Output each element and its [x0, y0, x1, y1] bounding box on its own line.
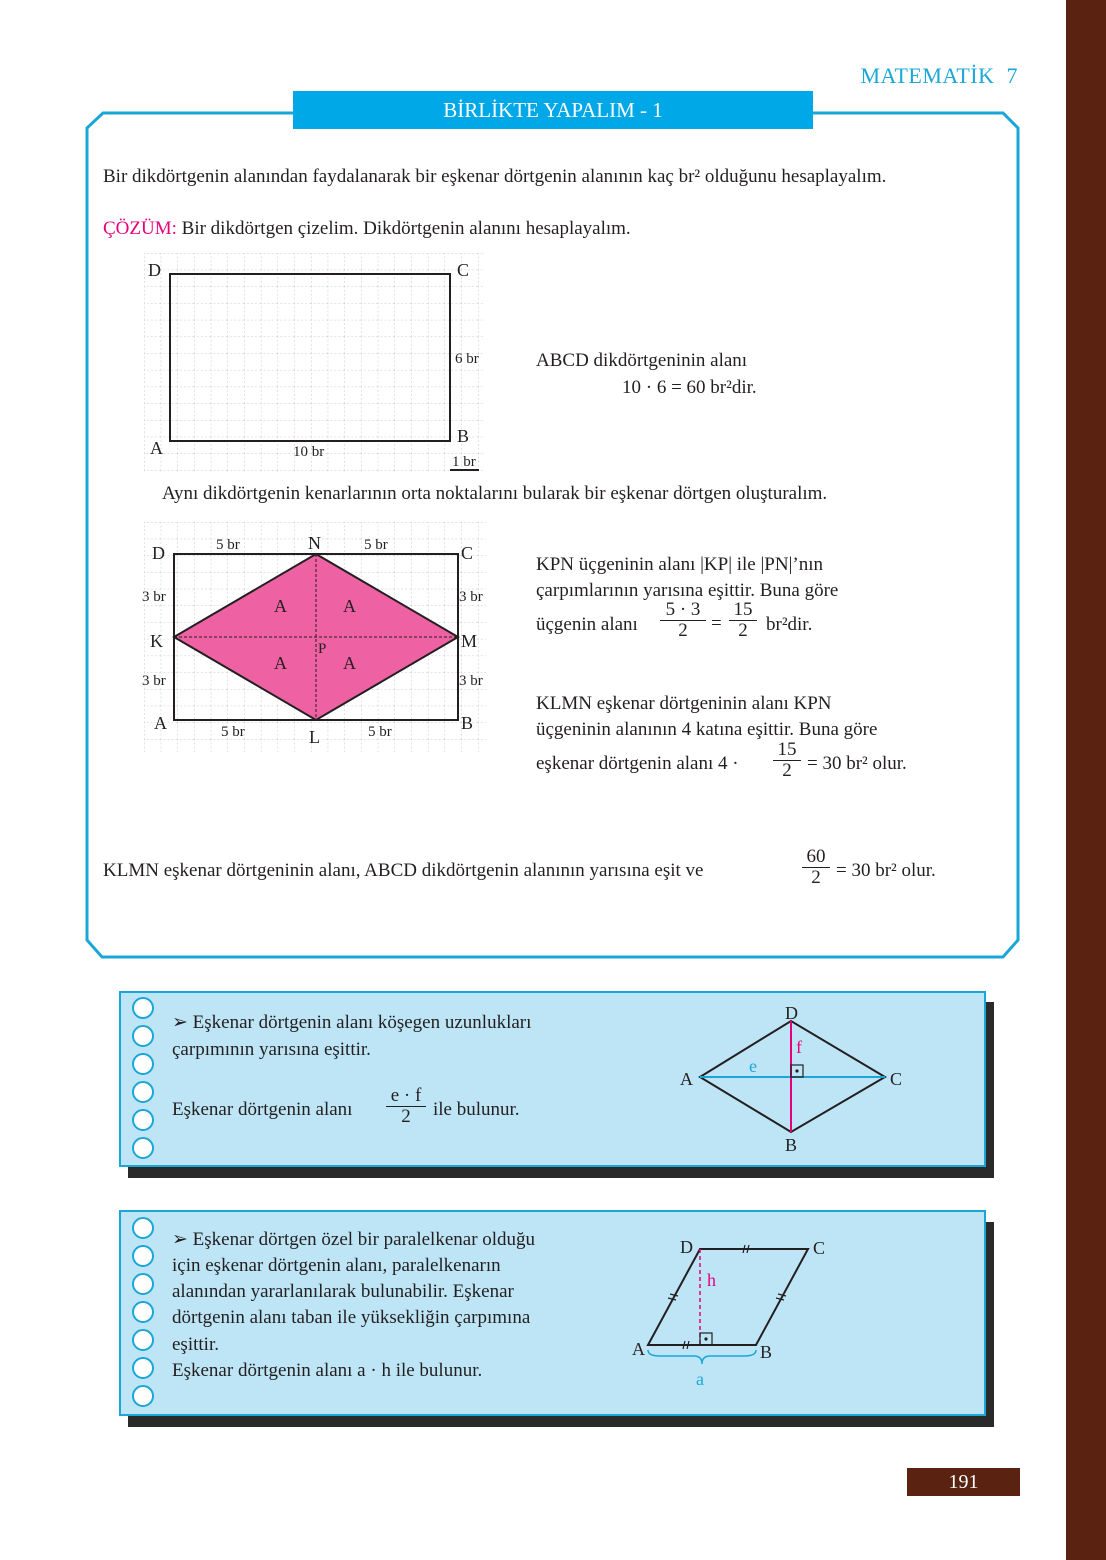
binder-ring [132, 1329, 154, 1351]
kpn-suffix: br²dir. [766, 614, 813, 635]
fig2-label-K: K [150, 631, 163, 651]
kpn-equals: = [711, 613, 722, 634]
info2-line2: için eşkenar dörtgenin alanı, paralelkenarın [172, 1255, 501, 1276]
kpn-fraction-1: $\frac{5 \cdot 3}{2}$ [660, 600, 706, 641]
fig2-top-right-len: 5 br [364, 537, 388, 553]
info1-line3-suffix: ile bulunur. [433, 1099, 520, 1120]
fig1-label-A: A [150, 438, 163, 458]
bullet-arrow-icon: ➢ [172, 1229, 188, 1250]
fig2-bottom-left-len: 5 br [221, 724, 245, 740]
figure-rectangle [144, 253, 484, 475]
area-text-line2: 10 · 6 = 60 br²dir. [622, 377, 757, 398]
binder-ring [132, 1301, 154, 1323]
info2-parallelogram-figure [640, 1238, 825, 1378]
info2-label-h: h [707, 1270, 716, 1290]
binder-ring [132, 1273, 154, 1295]
figure-rhombus [144, 522, 486, 754]
fig2-label-L: L [309, 727, 320, 747]
solution-text: Bir dikdörtgen çizelim. Dikdörtgenin alanını hesaplayalım. [181, 218, 631, 239]
info2-line6: Eşkenar dörtgenin alanı a · h ile bulunur. [172, 1360, 483, 1381]
solution-label: ÇÖZÜM: [103, 218, 177, 239]
binder-ring [132, 1109, 154, 1131]
info1-label-e: e [749, 1056, 757, 1076]
fig2-region-a2: A [343, 596, 356, 616]
info2-line1: ➢ Eşkenar dörtgen özel bir paralelkenar olduğu [172, 1229, 536, 1250]
kpn-line2: çarpımlarının yarısına eşittir. Buna göre [536, 580, 839, 601]
fig2-region-a4: A [343, 653, 356, 673]
klmn-fraction: $\frac{15}{2}$ [773, 740, 801, 781]
fig1-label-D: D [148, 260, 161, 280]
info2-line5: eşittir. [172, 1334, 219, 1355]
fig2-label-D: D [152, 543, 165, 563]
fig2-left-lower-len: 3 br [142, 673, 166, 689]
fig1-label-C: C [457, 260, 470, 280]
klmn-line2: üçgeninin alanının 4 katına eşittir. Buna göre [536, 719, 878, 740]
section-title: BİRLİKTE YAPALIM - 1 [443, 98, 663, 122]
fig2-right-upper-len: 3 br [459, 589, 483, 605]
binder-ring [132, 1385, 154, 1407]
fig2-label-B: B [461, 713, 474, 733]
binder-ring [132, 1025, 154, 1047]
problem-text: Bir dikdörtgenin alanından faydalanarak bir eşkenar dörtgenin alanının kaç br² olduğunu hesaplayalım. [103, 166, 887, 187]
fig2-region-a3: A [274, 653, 287, 673]
fig2-label-C: C [461, 543, 474, 563]
fig1-width-label: 10 br [293, 444, 325, 460]
fig1-height-label: 6 br [455, 351, 479, 367]
info2-label-C: C [813, 1238, 826, 1258]
klmn-line3-prefix: eşkenar dörtgenin alanı 4 · [536, 753, 739, 774]
binder-ring [132, 1053, 154, 1075]
fig2-label-M: M [461, 631, 478, 651]
kpn-fraction-2: $\frac{15}{2}$ [729, 600, 757, 641]
info1-line2: çarpımının yarısına eşittir. [172, 1039, 371, 1060]
fig2-region-a1: A [274, 596, 287, 616]
fig2-left-upper-len: 3 br [142, 589, 166, 605]
fig1-unit-label: 1 br [452, 454, 476, 470]
info1-fraction: $\frac{e \cdot f}{2}$ [386, 1086, 426, 1127]
solution-line [103, 217, 631, 241]
info2-label-a: a [696, 1369, 704, 1389]
binder-ring [132, 1245, 154, 1267]
info1-rhombus-figure [690, 1015, 895, 1140]
conclusion-suffix: = 30 br² olur. [836, 860, 936, 881]
fig2-label-N: N [308, 533, 321, 553]
info2-line4: dörtgenin alanı taban ile yüksekliğin çarpımına [172, 1307, 531, 1328]
fig2-right-lower-len: 3 br [459, 673, 483, 689]
binder-ring [132, 1081, 154, 1103]
page-number: 191 [907, 1468, 1020, 1496]
fig2-label-P: P [318, 641, 327, 657]
info2-label-B: B [760, 1342, 773, 1362]
klmn-suffix: = 30 br² olur. [807, 753, 907, 774]
fig2-top-left-len: 5 br [216, 537, 240, 553]
area-text-line1: ABCD dikdörtgeninin alanı [536, 350, 748, 371]
info1-line3-prefix: Eşkenar dörtgenin alanı [172, 1099, 353, 1120]
kpn-line1: KPN üçgeninin alanı |KP| ile |PN|’nın [536, 554, 823, 575]
binder-ring [132, 1217, 154, 1239]
klmn-line1: KLMN eşkenar dörtgeninin alanı KPN [536, 693, 832, 714]
fig2-label-A: A [154, 713, 167, 733]
midpoint-text: Aynı dikdörtgenin kenarlarının orta noktalarını bularak bir eşkenar dörtgen oluşturalım. [162, 483, 828, 504]
fig1-label-B: B [457, 426, 470, 446]
info2-label-A: A [632, 1339, 645, 1359]
info2-label-D: D [680, 1237, 693, 1257]
bullet-arrow-icon: ➢ [172, 1012, 188, 1033]
binder-ring [132, 997, 154, 1019]
info1-line1: ➢ Eşkenar dörtgenin alanı köşegen uzunlukları [172, 1012, 532, 1033]
info1-label-B: B [785, 1135, 798, 1155]
binder-ring [132, 1357, 154, 1379]
info1-label-f: f [796, 1037, 802, 1057]
info1-label-C: C [890, 1069, 903, 1089]
info2-line3: alanından yararlanılarak bulunabilir. Eşkenar [172, 1281, 514, 1302]
fig2-bottom-right-len: 5 br [368, 724, 392, 740]
conclusion-prefix: KLMN eşkenar dörtgeninin alanı, ABCD dikdörtgenin alanının yarısına eşit ve [103, 860, 704, 881]
info1-label-D: D [785, 1003, 798, 1023]
base-brace [648, 1350, 756, 1364]
conclusion-fraction: $\frac{60}{2}$ [802, 847, 830, 888]
info1-label-A: A [680, 1069, 693, 1089]
kpn-line3-prefix: üçgenin alanı [536, 614, 638, 635]
binder-ring [132, 1137, 154, 1159]
header-subject: MATEMATİK 7 [860, 63, 1018, 88]
